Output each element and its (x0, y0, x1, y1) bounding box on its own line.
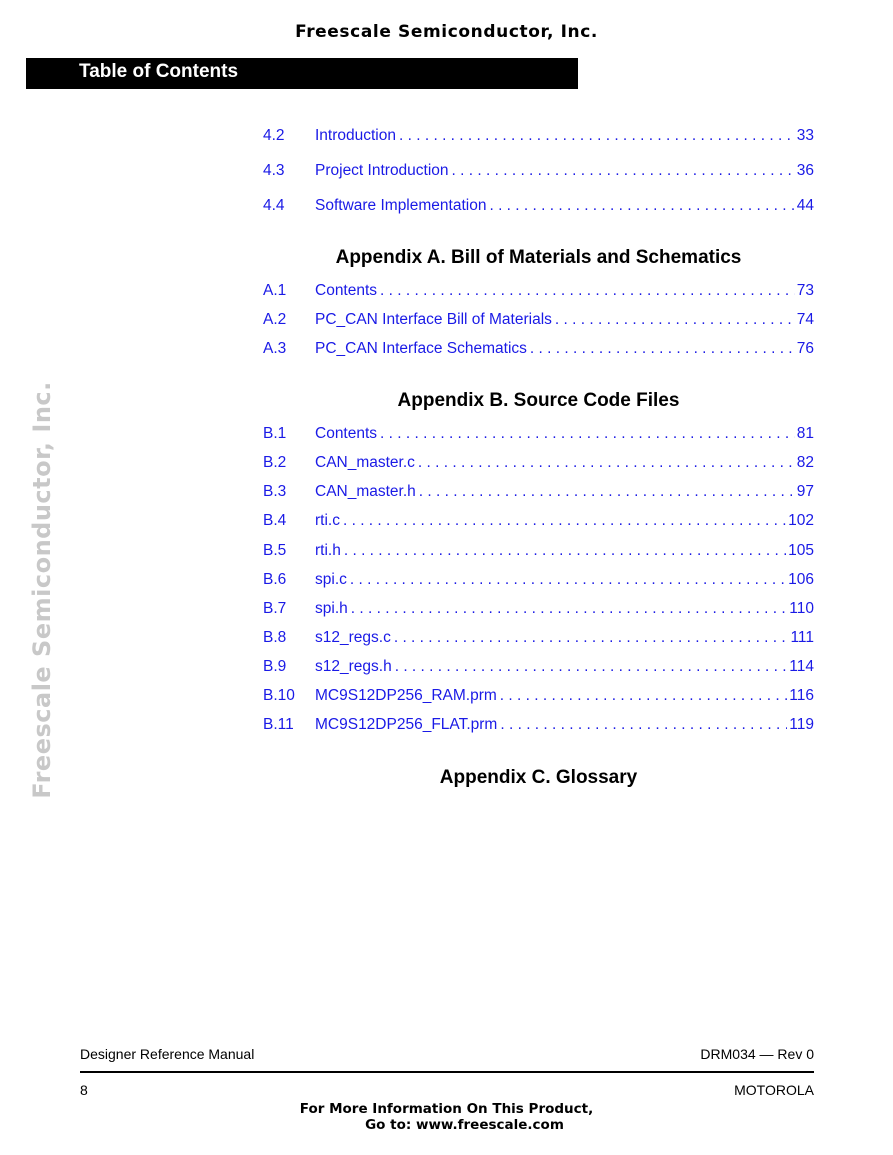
toc-entry-4-4[interactable] (263, 197, 814, 219)
toc-entry-title: CAN_master.c (315, 454, 415, 471)
toc-entry-title: Software Implementation (315, 197, 487, 214)
toc-entry-page: 114 (789, 658, 814, 675)
toc-entry-page: 36 (796, 162, 814, 179)
leader-dots (419, 483, 795, 501)
leader-dots (344, 542, 786, 560)
toc-entry-number: 4.2 (263, 127, 285, 144)
toc-entry-b-2[interactable] (263, 454, 814, 476)
leader-dots (395, 658, 788, 676)
toc-entry-title: MC9S12DP256_RAM.prm (315, 687, 497, 704)
leader-dots (500, 687, 788, 705)
toc-entry-number: B.11 (263, 716, 294, 733)
toc-entry-number: B.10 (263, 687, 295, 704)
toc-entry-title: Contents (315, 282, 378, 299)
leader-dots (351, 600, 788, 618)
toc-entry-b-3[interactable] (263, 483, 814, 505)
footer-page-number: 8 (80, 1082, 88, 1098)
leader-dots (489, 197, 794, 215)
section-title: Table of Contents (79, 61, 239, 82)
toc-entry-b-7[interactable] (263, 600, 814, 622)
toc-entry-page: 111 (790, 629, 814, 646)
toc-entry-page: 102 (788, 512, 814, 529)
toc-entry-a-2[interactable] (263, 311, 814, 333)
toc-entry-title: spi.h (315, 600, 348, 617)
toc-entry-title: spi.c (315, 571, 347, 588)
toc-entry-a-3[interactable] (263, 340, 814, 362)
toc-entry-number: B.1 (263, 425, 287, 442)
toc-entry-number: B.5 (263, 542, 287, 559)
toc-entry-4-2[interactable] (263, 127, 814, 149)
toc-entry-a-1[interactable] (263, 282, 814, 304)
toc-entry-page: 119 (789, 716, 814, 733)
toc-entry-page: 81 (796, 425, 814, 442)
footer-brand: MOTOROLA (734, 1082, 814, 1098)
toc-entry-number: A.3 (263, 340, 287, 357)
appendix-c-heading: Appendix C. Glossary (439, 767, 638, 788)
toc-entry-title: PC_CAN Interface Schematics (315, 340, 527, 357)
toc-entry-page: 110 (789, 600, 814, 617)
toc-entry-number: B.6 (263, 571, 287, 588)
side-watermark: Freescale Semiconductor, Inc. (28, 381, 56, 799)
toc-entry-page: 106 (788, 571, 814, 588)
toc-entry-title: Project Introduction (315, 162, 449, 179)
leader-dots (418, 454, 795, 472)
toc-entry-page: 73 (796, 282, 814, 299)
footer-doc-id: DRM034 — Rev 0 (700, 1046, 814, 1062)
toc-entry-b-10[interactable] (263, 687, 814, 709)
leader-dots (380, 425, 795, 443)
toc-entry-number: B.9 (263, 658, 287, 675)
toc-entry-title: Introduction (315, 127, 396, 144)
toc-entry-b-8[interactable] (263, 629, 814, 651)
toc-entry-b-1[interactable] (263, 425, 814, 447)
leader-dots (500, 716, 787, 734)
footer-divider (80, 1071, 814, 1073)
toc-entry-page: 82 (796, 454, 814, 471)
appendix-a-heading: Appendix A. Bill of Materials and Schematics (335, 247, 742, 268)
toc-entry-number: B.3 (263, 483, 287, 500)
leader-dots (555, 311, 795, 329)
toc-entry-title: PC_CAN Interface Bill of Materials (315, 311, 552, 328)
toc-entry-number: B.4 (263, 512, 287, 529)
toc-entry-title: s12_regs.h (315, 658, 392, 675)
toc-entry-b-4[interactable] (263, 512, 814, 534)
footer-info-line1: For More Information On This Product, (299, 1101, 594, 1117)
leader-dots (399, 127, 795, 145)
toc-entry-page: 116 (789, 687, 814, 704)
toc-entry-b-9[interactable] (263, 658, 814, 680)
toc-entry-b-11[interactable] (263, 716, 814, 738)
toc-entry-number: B.2 (263, 454, 287, 471)
leader-dots (394, 629, 789, 647)
toc-entry-title: rti.c (315, 512, 340, 529)
appendix-b-heading: Appendix B. Source Code Files (397, 390, 680, 411)
toc-entry-b-6[interactable] (263, 571, 814, 593)
toc-entry-number: 4.4 (263, 197, 285, 214)
toc-entry-page: 105 (788, 542, 814, 559)
leader-dots (343, 512, 786, 530)
leader-dots (530, 340, 795, 358)
toc-entry-number: A.1 (263, 282, 287, 299)
leader-dots (452, 162, 795, 180)
company-title: Freescale Semiconductor, Inc. (295, 22, 598, 42)
toc-entry-page: 97 (796, 483, 814, 500)
toc-entry-title: MC9S12DP256_FLAT.prm (315, 716, 498, 733)
toc-entry-number: B.7 (263, 600, 287, 617)
toc-entry-title: CAN_master.h (315, 483, 416, 500)
leader-dots (380, 282, 795, 300)
toc-entry-title: Contents (315, 425, 378, 442)
leader-dots (350, 571, 786, 589)
toc-entry-title: s12_regs.c (315, 629, 391, 646)
toc-entry-number: A.2 (263, 311, 287, 328)
toc-entry-title: rti.h (315, 542, 341, 559)
toc-entry-4-3[interactable] (263, 162, 814, 184)
footer-info-link[interactable]: Go to: www.freescale.com (365, 1117, 564, 1133)
section-title-bar (26, 58, 578, 89)
toc-entry-number: B.8 (263, 629, 287, 646)
toc-entry-page: 33 (796, 127, 814, 144)
toc-entry-page: 76 (796, 340, 814, 357)
toc-entry-b-5[interactable] (263, 542, 814, 564)
toc-entry-page: 44 (796, 197, 814, 214)
toc-entry-number: 4.3 (263, 162, 285, 179)
toc-entry-page: 74 (796, 311, 814, 328)
footer-manual-title: Designer Reference Manual (80, 1046, 255, 1062)
